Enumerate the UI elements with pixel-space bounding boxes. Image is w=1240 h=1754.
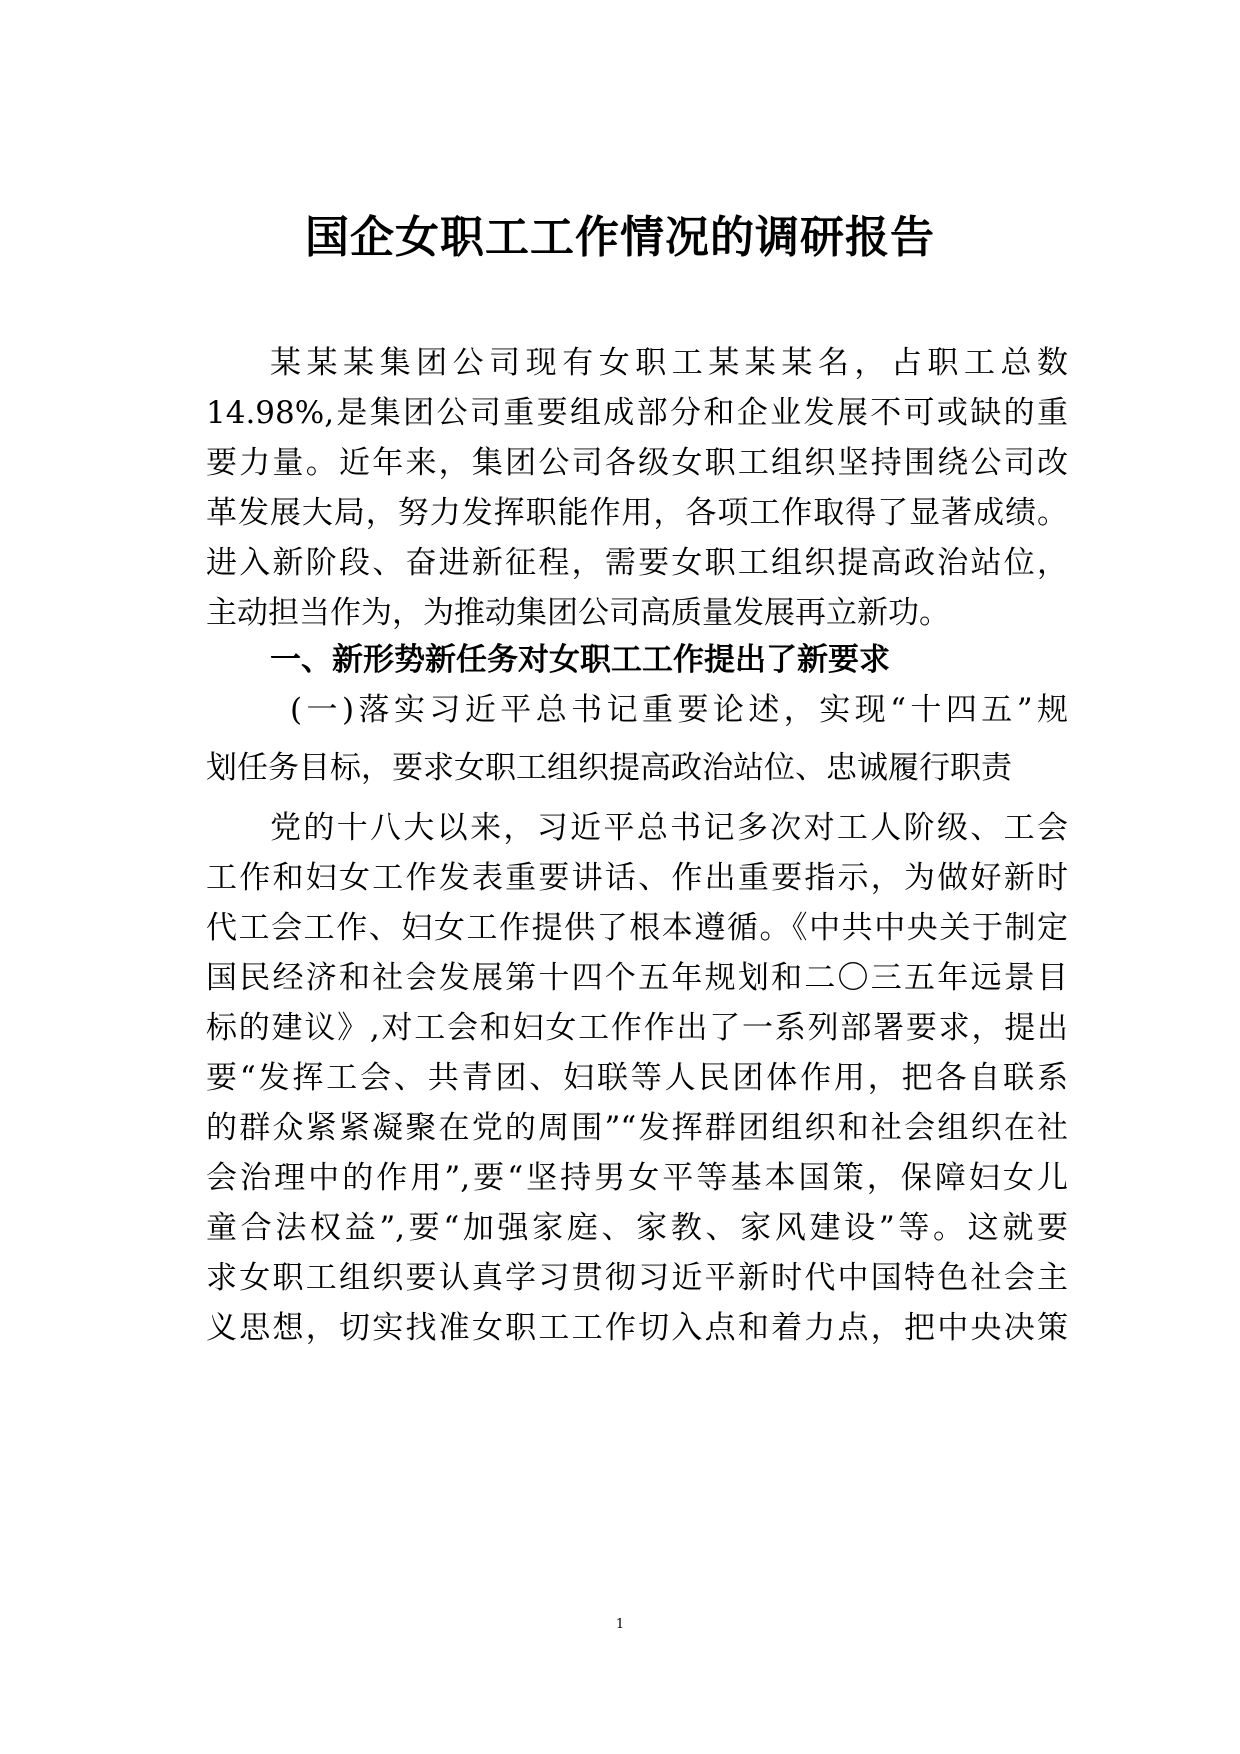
body-line: 工作和妇女工作发表重要讲话、作出重要指示，为做好新时 [206, 860, 1068, 896]
document-title: 国企女职工工作情况的调研报告 [305, 212, 935, 263]
body-line: 会治理中的作用”,要“坚持男女平等基本国策，保障妇女儿 [206, 1160, 1068, 1196]
body-line: 党的十八大以来，习近平总书记多次对工人阶级、工会 [270, 810, 1068, 846]
intro-line: 要力量。近年来，集团公司各级女职工组织坚持围绕公司改 [206, 445, 1068, 481]
subheading-line: 划任务目标，要求女职工组织提高政治站位、忠诚履行职责 [206, 750, 1012, 786]
body-line: 要“发挥工会、共青团、妇联等人民团体作用，把各自联系 [206, 1060, 1068, 1096]
intro-line: 某某某集团公司现有女职工某某某名，占职工总数 [270, 345, 1068, 381]
page-number: 1 [615, 1617, 625, 1632]
body-line: 童合法权益”,要“加强家庭、家教、家风建设”等。这就要 [206, 1210, 1068, 1246]
body-line: 求女职工组织要认真学习贯彻习近平新时代中国特色社会主 [206, 1260, 1068, 1296]
section-heading: 一、新形势新任务对女职工工作提出了新要求 [270, 642, 890, 678]
body-line: 义思想，切实找准女职工工作切入点和着力点，把中央决策 [206, 1310, 1068, 1346]
intro-line: 主动担当作为，为推动集团公司高质量发展再立新功。 [206, 595, 950, 631]
intro-line: 14.98%,是集团公司重要组成部分和企业发展不可或缺的重 [206, 395, 1068, 431]
body-line: 代工会工作、妇女工作提供了根本遵循。《中共中央关于制定 [206, 910, 1068, 946]
intro-line: 革发展大局，努力发挥职能作用，各项工作取得了显著成绩。 [206, 495, 1068, 531]
intro-line: 进入新阶段、奋进新征程，需要女职工组织提高政治站位， [206, 545, 1068, 581]
subheading-line: (一)落实习近平总书记重要论述，实现“十四五”规 [290, 692, 1068, 728]
body-line: 的群众紧紧凝聚在党的周围”“发挥群团组织和社会组织在社 [206, 1110, 1068, 1146]
body-line: 标的建议》,对工会和妇女工作作出了一系列部署要求，提出 [206, 1010, 1068, 1046]
body-line: 国民经济和社会发展第十四个五年规划和二〇三五年远景目 [206, 960, 1068, 996]
